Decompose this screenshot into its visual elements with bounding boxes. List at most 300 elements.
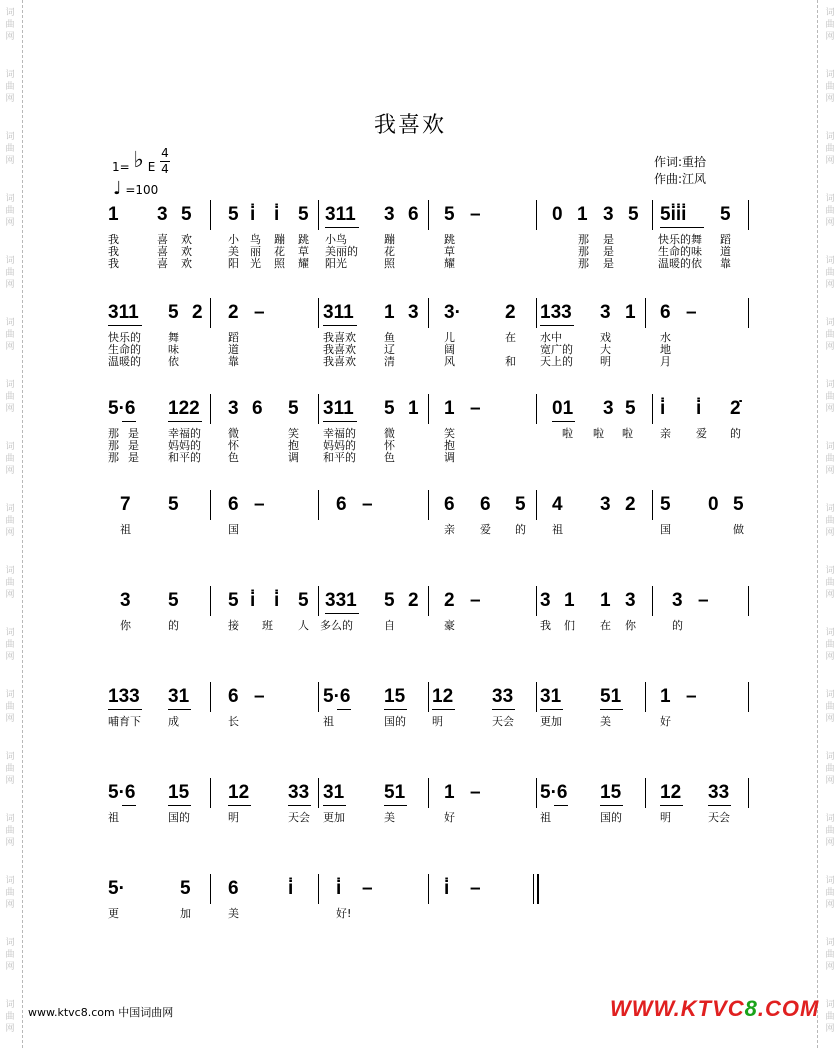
bar-line	[428, 682, 429, 712]
beam-underline	[540, 325, 574, 326]
note-group: 6	[480, 494, 491, 515]
note-group: 33	[288, 782, 310, 803]
watermark-glyph: 曲	[5, 144, 15, 154]
lyric-syllable: 我喜欢	[323, 331, 356, 344]
note-group: –	[698, 590, 709, 611]
lyric-syllable: 地	[660, 343, 671, 356]
note-group: 31	[323, 782, 345, 803]
lyric-syllable: 笑	[444, 427, 455, 440]
lyric-syllable: 自	[384, 619, 395, 632]
note-group: 311	[323, 302, 354, 323]
note-group: 311	[323, 398, 354, 419]
note-group: 2̇	[730, 398, 741, 419]
lyric-syllable: 快乐的舞	[658, 233, 702, 246]
lyric-syllable: 花	[274, 245, 285, 258]
bar-line	[748, 298, 749, 328]
beam-underline	[492, 709, 515, 710]
beam-underline	[325, 613, 359, 614]
note-group: 5	[384, 590, 395, 611]
note-group: 5	[628, 204, 639, 225]
watermark-glyph: 曲	[5, 454, 15, 464]
score-system	[0, 878, 800, 968]
lyric-syllable: 国的	[600, 811, 622, 824]
bar-line	[210, 490, 211, 520]
note-group: 1	[600, 590, 611, 611]
note-group: 0	[708, 494, 719, 515]
beam-underline	[337, 709, 351, 710]
note-group: 5	[168, 302, 179, 323]
watermark-glyph: 曲	[5, 20, 15, 30]
note-group: 3	[540, 590, 551, 611]
note-group: 5	[625, 398, 636, 419]
note-group: i̇	[250, 204, 256, 225]
lyric-syllable: 跳	[444, 233, 455, 246]
note-group: 2	[444, 590, 455, 611]
note-group: 1	[577, 204, 588, 225]
lyric-syllable: 好	[444, 811, 455, 824]
watermark-glyph: 词	[825, 194, 835, 204]
watermark-glyph: 曲	[825, 20, 835, 30]
watermark-glyph: 词	[5, 938, 15, 948]
watermark-glyph: 网	[825, 900, 835, 910]
beam-underline	[122, 805, 136, 806]
note-group: 3·	[444, 302, 461, 323]
watermark-glyph: 曲	[5, 206, 15, 216]
watermark-glyph: 词	[825, 8, 835, 18]
bar-line	[318, 586, 319, 616]
watermark-glyph: 网	[825, 404, 835, 414]
beam-underline	[384, 709, 407, 710]
note-group: 5	[660, 494, 671, 515]
note-group: 5·6	[108, 398, 136, 419]
lyric-syllable: 月	[660, 355, 671, 368]
bar-line	[210, 778, 211, 808]
lyric-syllable: 照	[384, 257, 395, 270]
lyric-syllable: 色	[228, 451, 239, 464]
bar-line	[210, 874, 211, 904]
lyric-syllable: 美丽的	[325, 245, 358, 258]
watermark-glyph: 词	[825, 1000, 835, 1010]
lyric-syllable: 豪	[444, 619, 455, 632]
lyric-syllable: 美	[228, 245, 239, 258]
lyric-syllable: 靠	[228, 355, 239, 368]
lyric-syllable: 耀	[298, 257, 309, 270]
watermark-glyph: 网	[5, 280, 15, 290]
bar-line	[210, 586, 211, 616]
time-signature	[160, 146, 170, 177]
note-group: 7	[120, 494, 131, 515]
lyric-syllable: 舞	[168, 331, 179, 344]
note-group: 5	[180, 878, 191, 899]
bar-line	[652, 200, 653, 230]
lyric-syllable: 国的	[168, 811, 190, 824]
note-group: 5	[733, 494, 744, 515]
lyric-syllable: 我喜欢	[323, 355, 356, 368]
note-group: 5	[515, 494, 526, 515]
lyric-syllable: 的	[672, 619, 683, 632]
watermark-glyph: 词	[825, 752, 835, 762]
bar-line	[748, 200, 749, 230]
lyric-syllable: 喜	[157, 257, 168, 270]
lyric-syllable: 更加	[323, 811, 345, 824]
note-group: 122	[168, 398, 200, 419]
note-group: 5	[298, 590, 309, 611]
watermark-glyph: 词	[825, 628, 835, 638]
lyric-syllable: 祖	[540, 811, 551, 824]
watermark-glyph: 网	[5, 714, 15, 724]
lyric-syllable: 是	[128, 427, 139, 440]
watermark-glyph: 曲	[825, 268, 835, 278]
beam-underline	[323, 325, 357, 326]
lyric-syllable: 欢	[181, 257, 192, 270]
lyric-syllable: 色	[384, 451, 395, 464]
note-group: 3	[672, 590, 683, 611]
watermark-glyph: 词	[5, 256, 15, 266]
bar-line	[428, 298, 429, 328]
note-group: 3	[408, 302, 419, 323]
beam-underline	[122, 421, 136, 422]
note-group: 5i̇i̇i̇	[660, 204, 687, 225]
lyric-syllable: 蹦	[274, 233, 285, 246]
watermark-glyph: 曲	[5, 1012, 15, 1022]
watermark-glyph: 词	[825, 442, 835, 452]
lyric-syllable: 在	[600, 619, 611, 632]
bar-line	[536, 682, 537, 712]
note-group: –	[254, 494, 265, 515]
lyric-syllable: 更加	[540, 715, 562, 728]
note-group: 5	[181, 204, 192, 225]
watermark-glyph: 曲	[825, 578, 835, 588]
watermark-glyph: 词	[825, 814, 835, 824]
lyric-syllable: 爱	[696, 427, 707, 440]
lyric-syllable: 更	[108, 907, 119, 920]
bar-line	[652, 490, 653, 520]
bar-line	[428, 778, 429, 808]
watermark-glyph: 词	[825, 938, 835, 948]
note-group: i̇	[660, 398, 666, 419]
note-group: 1	[444, 782, 455, 803]
bar-line	[748, 778, 749, 808]
lyric-syllable: 班	[262, 619, 273, 632]
note-group: –	[470, 398, 481, 419]
note-group: 6	[252, 398, 263, 419]
lyric-syllable: 我	[108, 233, 119, 246]
note-group: 6	[408, 204, 419, 225]
lyric-syllable: 草	[444, 245, 455, 258]
watermark-glyph: 网	[5, 652, 15, 662]
beam-underline	[325, 227, 359, 228]
bar-line	[645, 298, 646, 328]
watermark-glyph: 网	[825, 156, 835, 166]
bar-line	[318, 874, 319, 904]
watermark-glyph: 曲	[5, 392, 15, 402]
lyric-syllable: 微	[384, 427, 395, 440]
bar-line	[318, 682, 319, 712]
lyric-syllable: 好!	[336, 907, 352, 920]
note-group: 1	[444, 398, 455, 419]
lyric-syllable: 宽广的	[540, 343, 573, 356]
watermark-glyph: 词	[825, 70, 835, 80]
watermark-glyph: 词	[5, 132, 15, 142]
lyric-syllable: 天上的	[540, 355, 573, 368]
bar-line	[748, 586, 749, 616]
lyric-syllable: 小	[228, 233, 239, 246]
lyric-syllable: 欢	[181, 245, 192, 258]
watermark-glyph: 网	[825, 280, 835, 290]
lyric-syllable: 怀	[384, 439, 395, 452]
lyric-syllable: 祖	[323, 715, 334, 728]
time-top: 4	[161, 146, 169, 160]
lyric-syllable: 花	[384, 245, 395, 258]
watermark-glyph: 曲	[825, 826, 835, 836]
lyric-syllable: 长	[228, 715, 239, 728]
lyric-syllable: 阳光	[325, 257, 347, 270]
note-group: 33	[492, 686, 514, 707]
lyric-syllable: 啦	[562, 427, 573, 440]
watermark-glyph: 曲	[5, 702, 15, 712]
note-group: 3	[120, 590, 131, 611]
lyric-syllable: 幸福的	[168, 427, 201, 440]
bar-line	[318, 298, 319, 328]
beam-underline	[660, 227, 704, 228]
watermark-glyph: 网	[825, 94, 835, 104]
lyric-syllable: 多么的	[320, 619, 353, 632]
watermark-glyph: 曲	[5, 578, 15, 588]
lyric-syllable: 水	[660, 331, 671, 344]
note-group: –	[254, 302, 265, 323]
note-group: 15	[600, 782, 622, 803]
note-group: –	[686, 686, 697, 707]
beam-underline	[168, 709, 191, 710]
lyric-syllable: 快乐的	[108, 331, 141, 344]
lyric-syllable: 做	[733, 523, 744, 536]
lyric-syllable: 明	[432, 715, 443, 728]
watermark-glyph: 网	[5, 528, 15, 538]
watermark-glyph: 词	[5, 566, 15, 576]
final-bar-line	[533, 874, 534, 904]
watermark-glyph: 网	[825, 962, 835, 972]
lyric-syllable: 鱼	[384, 331, 395, 344]
note-group: 5	[168, 590, 179, 611]
watermark-glyph: 网	[5, 94, 15, 104]
song-title: 我喜欢	[373, 113, 446, 138]
note-group: –	[470, 782, 481, 803]
lyric-syllable: 味	[168, 343, 179, 356]
lyric-syllable: 的	[168, 619, 179, 632]
beam-underline	[708, 805, 731, 806]
score-system	[0, 686, 800, 776]
lyric-syllable: 的	[730, 427, 741, 440]
watermark-glyph: 词	[825, 256, 835, 266]
tempo-mark	[113, 178, 158, 199]
lyric-syllable: 妈妈的	[168, 439, 201, 452]
lyric-syllable: 那	[108, 451, 119, 464]
lyric-syllable: 那	[578, 257, 589, 270]
watermark-glyph: 曲	[5, 516, 15, 526]
note-group: 2	[408, 590, 419, 611]
note-group: –	[254, 686, 265, 707]
bar-line	[645, 778, 646, 808]
watermark-glyph: 词	[5, 318, 15, 328]
lyric-syllable: 丽	[250, 245, 261, 258]
note-group: i̇	[250, 590, 256, 611]
quarter-note-icon: ♩	[113, 178, 122, 199]
beam-underline	[323, 421, 357, 422]
lyric-syllable: 们	[564, 619, 575, 632]
note-group: –	[470, 878, 481, 899]
lyric-syllable: 蹈	[228, 331, 239, 344]
note-group: 133	[540, 302, 572, 323]
beam-underline	[323, 805, 346, 806]
lyric-syllable: 道	[228, 343, 239, 356]
lyric-syllable: 喜	[157, 233, 168, 246]
lyric-syllable: 生命的	[108, 343, 141, 356]
note-group: 5	[720, 204, 731, 225]
lyric-syllable: 国	[660, 523, 671, 536]
note-group: 31	[540, 686, 562, 707]
watermark-glyph: 曲	[825, 392, 835, 402]
bar-line	[318, 394, 319, 424]
watermark-glyph: 网	[5, 962, 15, 972]
note-group: 4	[552, 494, 563, 515]
lyric-syllable: 是	[603, 245, 614, 258]
watermark-glyph: 曲	[825, 454, 835, 464]
note-group: 12	[432, 686, 454, 707]
lyric-syllable: 和平的	[168, 451, 201, 464]
lyric-syllable: 啦	[622, 427, 633, 440]
watermark-glyph: 网	[825, 528, 835, 538]
beam-underline	[432, 709, 455, 710]
flat-symbol: ♭	[133, 148, 144, 173]
watermark-glyph: 网	[5, 776, 15, 786]
watermark-glyph: 网	[825, 218, 835, 228]
note-group: 3	[600, 302, 611, 323]
watermark-glyph: 网	[5, 218, 15, 228]
note-group: 1	[384, 302, 395, 323]
note-group: –	[686, 302, 697, 323]
lyric-syllable: 调	[288, 451, 299, 464]
note-group: 5·6	[323, 686, 351, 707]
lyric-syllable: 和	[505, 355, 516, 368]
lyric-syllable: 明	[228, 811, 239, 824]
lyric-syllable: 温暖的依	[658, 257, 702, 270]
watermark-glyph: 词	[5, 504, 15, 514]
watermark-glyph: 网	[5, 900, 15, 910]
note-group: i̇	[274, 590, 280, 611]
note-group: 3	[603, 398, 614, 419]
lyric-syllable: 是	[128, 451, 139, 464]
watermark-glyph: 网	[5, 466, 15, 476]
score-system	[0, 398, 800, 488]
watermark-glyph: 词	[5, 1000, 15, 1010]
note-group: 15	[168, 782, 190, 803]
note-group: 0	[552, 204, 563, 225]
bar-line	[318, 200, 319, 230]
note-group: 3	[625, 590, 636, 611]
note-group: 31	[168, 686, 190, 707]
lyric-syllable: 依	[168, 355, 179, 368]
watermark-glyph: 曲	[5, 888, 15, 898]
score-system	[0, 590, 800, 680]
note-group: 5	[288, 398, 299, 419]
lyric-syllable: 风	[444, 355, 455, 368]
watermark-glyph: 词	[825, 876, 835, 886]
note-group: –	[470, 204, 481, 225]
note-group: 6	[228, 878, 239, 899]
lyric-syllable: 好	[660, 715, 671, 728]
lyric-syllable: 的	[515, 523, 526, 536]
lyric-syllable: 辽	[384, 343, 395, 356]
note-group: 133	[108, 686, 140, 707]
watermark-glyph: 网	[5, 156, 15, 166]
lyric-syllable: 跳	[298, 233, 309, 246]
lyric-syllable: 阳	[228, 257, 239, 270]
bar-line	[210, 200, 211, 230]
lyric-syllable: 美	[600, 715, 611, 728]
watermark-glyph: 曲	[5, 640, 15, 650]
beam-underline	[108, 325, 142, 326]
key-prefix: 1=	[112, 160, 130, 174]
bar-line	[652, 586, 653, 616]
note-group: i̇	[444, 878, 450, 899]
lyric-syllable: 在	[505, 331, 516, 344]
lyric-syllable: 加	[180, 907, 191, 920]
note-group: 5·6	[108, 782, 136, 803]
note-group: 33	[708, 782, 730, 803]
lyric-syllable: 明	[660, 811, 671, 824]
note-group: 1	[408, 398, 419, 419]
lyric-syllable: 爱	[480, 523, 491, 536]
lyric-syllable: 美	[384, 811, 395, 824]
beam-underline	[600, 709, 623, 710]
lyric-syllable: 蹈	[720, 233, 731, 246]
watermark-glyph: 网	[825, 1024, 835, 1034]
lyric-syllable: 那	[578, 233, 589, 246]
beam-underline	[554, 805, 568, 806]
note-group: 6	[444, 494, 455, 515]
bar-line	[318, 490, 319, 520]
lyric-syllable: 照	[274, 257, 285, 270]
watermark-glyph: 词	[5, 690, 15, 700]
watermark-glyph: 曲	[825, 764, 835, 774]
lyric-syllable: 和平的	[323, 451, 356, 464]
score-system	[0, 494, 800, 584]
watermark-glyph: 网	[5, 32, 15, 42]
lyric-syllable: 那	[108, 427, 119, 440]
watermark-glyph: 词	[5, 442, 15, 452]
watermark-glyph: 曲	[5, 82, 15, 92]
watermark-glyph: 曲	[825, 702, 835, 712]
watermark-glyph: 词	[5, 194, 15, 204]
lyric-syllable: 天会	[288, 811, 310, 824]
lyric-syllable: 儿	[444, 331, 455, 344]
watermark-glyph: 曲	[825, 330, 835, 340]
note-group: –	[362, 878, 373, 899]
note-group: 5	[228, 204, 239, 225]
bar-line	[210, 394, 211, 424]
note-group: 51	[384, 782, 406, 803]
beam-underline	[168, 421, 202, 422]
beam-underline	[600, 805, 623, 806]
note-group: 3	[384, 204, 395, 225]
note-group: 5	[228, 590, 239, 611]
lyric-syllable: 笑	[288, 427, 299, 440]
watermark-glyph: 网	[825, 652, 835, 662]
lyric-syllable: 大	[600, 343, 611, 356]
note-group: 6	[228, 494, 239, 515]
watermark-glyph: 曲	[5, 764, 15, 774]
note-group: 51	[600, 686, 622, 707]
